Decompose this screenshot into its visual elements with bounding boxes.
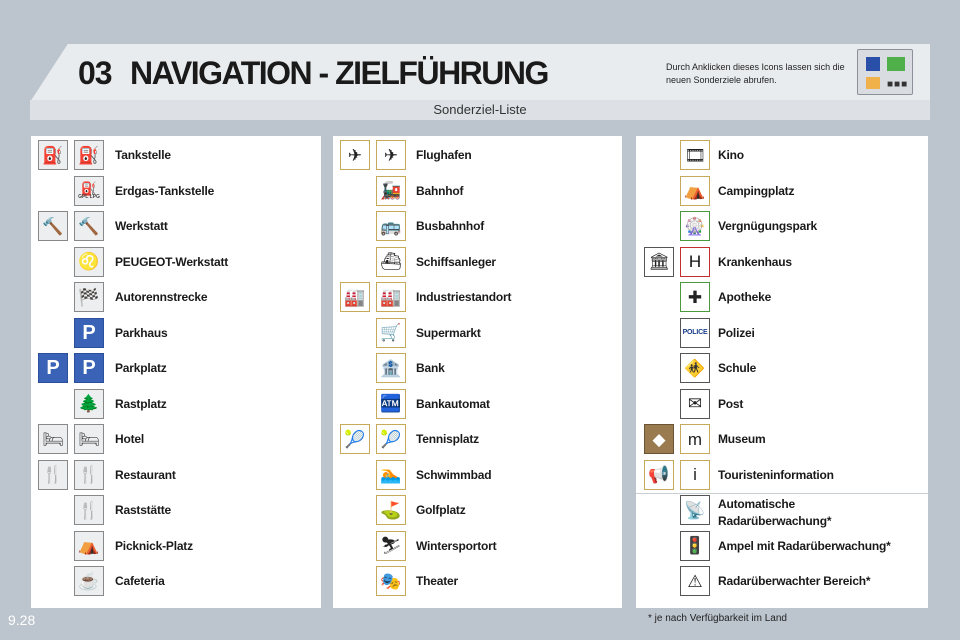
- poi-label: Bank: [416, 361, 445, 375]
- poi-label: Tankstelle: [115, 148, 171, 162]
- poi-list-item: [38, 389, 313, 419]
- column-divider: [636, 493, 928, 494]
- green-square-icon: [887, 57, 905, 71]
- ship-icon: ⛴: [376, 247, 406, 277]
- chapter-number: 03: [78, 55, 112, 91]
- poi-label: Vergnügungspark: [718, 219, 818, 233]
- peugeot-lion-icon: ♌: [74, 247, 104, 277]
- poi-list-item: [644, 495, 924, 528]
- poi-list-item: [340, 566, 615, 596]
- poi-label: Raststätte: [115, 503, 172, 517]
- hammer-icon: 🔨: [38, 211, 68, 241]
- bank-icon: 🏦: [376, 353, 406, 383]
- radar-zone-warning-icon: ⚠: [680, 566, 710, 596]
- fuel-pump-icon: ⛽: [38, 140, 68, 170]
- amusement-park-icon: 🎡: [680, 211, 710, 241]
- poi-label: Cafeteria: [115, 574, 165, 588]
- tourist-megaphone-icon: 📢: [644, 460, 674, 490]
- poi-label: Erdgas-Tankstelle: [115, 183, 215, 198]
- poi-list-item: [644, 176, 924, 206]
- industry-icon: 🏭: [376, 282, 406, 312]
- poi-list-item: [38, 176, 313, 206]
- poi-label: Theater: [416, 574, 458, 588]
- gas-pump-icon: ⛽ GPL LPG: [74, 176, 104, 206]
- poi-list-item: [38, 211, 313, 241]
- traffic-light-camera-icon: 🚦: [680, 531, 710, 561]
- poi-list-item: [644, 282, 924, 312]
- poi-label: Industriestandort: [416, 290, 512, 304]
- poi-label: Apotheke: [718, 290, 772, 304]
- cutlery-icon: 🍴: [74, 460, 104, 490]
- poi-list-item: [38, 282, 313, 312]
- poi-label: Bahnhof: [416, 183, 464, 198]
- poi-label: Schule: [718, 361, 757, 375]
- airplane-icon: ✈: [376, 140, 406, 170]
- poi-list-item: [644, 460, 924, 490]
- parking-icon: P: [38, 353, 68, 383]
- poi-label: Parkhaus: [115, 325, 168, 340]
- shopping-cart-icon: 🛒: [376, 318, 406, 348]
- poi-list-item: [340, 460, 615, 490]
- poi-label: Rastplatz: [115, 396, 167, 411]
- poi-label: Bankautomat: [416, 396, 490, 411]
- poi-list-item: [340, 353, 615, 383]
- industry-icon: 🏭: [340, 282, 370, 312]
- poi-label: Autorennstrecke: [115, 290, 208, 304]
- poi-list-item: [38, 566, 313, 596]
- blue-square-icon: [866, 57, 880, 71]
- fuel-pump-icon: ⛽: [74, 140, 104, 170]
- poi-list-item: [340, 389, 615, 419]
- info-text: Durch Anklicken dieses Icons lassen sich die neuen Sonderziele abrufen.: [666, 62, 845, 85]
- film-icon: 🎞: [680, 140, 710, 170]
- poi-list-item: [340, 424, 615, 454]
- poi-label: Schwimmbad: [416, 467, 492, 482]
- museum-m-icon: m: [680, 424, 710, 454]
- poi-label: Werkstatt: [115, 219, 168, 233]
- ski-icon: ⛷: [376, 531, 406, 561]
- poi-list-item: [38, 495, 313, 525]
- poi-list-item: [644, 424, 924, 454]
- pharmacy-cross-icon: ✚: [680, 282, 710, 312]
- poi-list-item: [340, 211, 615, 241]
- cutlery-icon: 🍴: [38, 460, 68, 490]
- poi-label: Golfplatz: [416, 503, 466, 517]
- poi-label: Radarüberwachter Bereich*: [718, 574, 871, 588]
- rest-area-icon: 🌲: [74, 389, 104, 419]
- section-subtitle: Sonderziel-Liste: [433, 102, 527, 117]
- icon-caption: GPL LPG: [78, 193, 100, 200]
- poi-list-item: [38, 140, 313, 170]
- poi-label: Polizei: [718, 325, 755, 340]
- hospital-building-icon: 🏛: [644, 247, 674, 277]
- camping-icon: ⛺: [680, 176, 710, 206]
- museum-diamond-icon: ◆: [644, 424, 674, 454]
- poi-list-item: [644, 211, 924, 241]
- envelope-icon: ✉: [680, 389, 710, 419]
- poi-list-item: [38, 353, 313, 383]
- airport-icon: ✈: [340, 140, 370, 170]
- poi-label: Tennisplatz: [416, 432, 479, 446]
- poi-list-item: [38, 424, 313, 454]
- poi-list-item: [644, 318, 924, 348]
- poi-label: Campingplatz: [718, 183, 795, 198]
- picnic-icon: ⛺: [74, 531, 104, 561]
- police-icon: POLICE: [680, 318, 710, 348]
- atm-icon: 🏧: [376, 389, 406, 419]
- parking-garage-icon: P: [74, 318, 104, 348]
- poi-list-item: [340, 282, 615, 312]
- poi-list-item: [340, 176, 615, 206]
- footnote: * je nach Verfügbarkeit im Land: [648, 613, 787, 624]
- race-track-icon: 🏁: [74, 282, 104, 312]
- hospital-h-icon: H: [680, 247, 710, 277]
- poi-label: Kino: [718, 148, 744, 162]
- poi-label: Touristeninformation: [718, 467, 834, 482]
- swimming-icon: 🏊: [376, 460, 406, 490]
- train-icon: 🚂: [376, 176, 406, 206]
- poi-list-item: [644, 140, 924, 170]
- info-icon: i: [680, 460, 710, 490]
- poi-list-item: [644, 247, 924, 277]
- poi-list-item: [644, 389, 924, 419]
- parking-icon: P: [74, 353, 104, 383]
- golf-icon: ⛳: [376, 495, 406, 525]
- poi-label: Post: [718, 396, 744, 411]
- coffee-cup-icon: ☕: [74, 566, 104, 596]
- poi-label: Hotel: [115, 432, 145, 446]
- orange-square-icon: [866, 77, 880, 89]
- school-icon: 🚸: [680, 353, 710, 383]
- poi-label: Krankenhaus: [718, 254, 792, 269]
- poi-label: Ampel mit Radarüberwachung*: [718, 538, 891, 553]
- dots-icon: ■■■: [887, 79, 909, 90]
- bed-icon: 🛏: [74, 424, 104, 454]
- roadside-restaurant-icon: 🍴: [74, 495, 104, 525]
- poi-list-item: [38, 318, 313, 348]
- poi-list-item: [340, 531, 615, 561]
- bed-icon: 🛏: [38, 424, 68, 454]
- poi-list-item: [38, 460, 313, 490]
- poi-label: PEUGEOT-Werkstatt: [115, 254, 229, 269]
- poi-label: Supermarkt: [416, 325, 481, 340]
- poi-list-item: [340, 140, 615, 170]
- poi-list-item: [644, 353, 924, 383]
- poi-label: Busbahnhof: [416, 219, 484, 233]
- poi-label: Picknick-Platz: [115, 538, 193, 553]
- poi-list-item: [644, 531, 924, 561]
- poi-list-item: [340, 247, 615, 277]
- tennis-icon: 🎾: [376, 424, 406, 454]
- poi-list-item: [38, 531, 313, 561]
- poi-label: Parkplatz: [115, 361, 167, 375]
- poi-label: Automatische Radarüberwachung*: [718, 497, 832, 528]
- page-title: NAVIGATION - ZIELFÜHRUNG: [130, 55, 548, 91]
- theater-icon: 🎭: [376, 566, 406, 596]
- poi-list-item: [340, 495, 615, 525]
- poi-label: Schiffsanleger: [416, 254, 496, 269]
- hammer-icon: 🔨: [74, 211, 104, 241]
- poi-label: Restaurant: [115, 467, 176, 482]
- bus-icon: 🚌: [376, 211, 406, 241]
- page-number: 9.28: [8, 612, 36, 628]
- tennis-icon: 🎾: [340, 424, 370, 454]
- speed-camera-icon: 📡: [680, 495, 710, 525]
- poi-list-item: [644, 566, 924, 596]
- poi-list-item: [38, 247, 313, 277]
- poi-list-item: [340, 318, 615, 348]
- poi-label: Flughafen: [416, 148, 472, 162]
- new-poi-download-icon[interactable]: [857, 49, 913, 95]
- poi-label: Wintersportort: [416, 538, 497, 553]
- poi-label: Museum: [718, 432, 766, 446]
